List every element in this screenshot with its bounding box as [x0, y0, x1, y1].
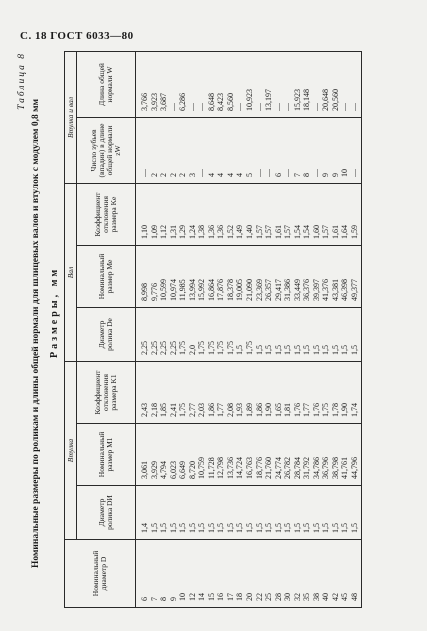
col-header-Me: Номинальный размер Me [77, 245, 136, 307]
cell-zW-5: 3 [187, 172, 197, 177]
cell-Me-9: 18,378 [225, 278, 235, 301]
cell-M1-5: 8,720 [187, 461, 197, 479]
col-header-De: Диаметр ролика De [77, 307, 136, 361]
cell-DI-18: 1,5 [311, 523, 321, 533]
cell-M1-17: 31,792 [302, 457, 312, 479]
cell-zW-11: 5 [245, 172, 255, 177]
cell-Ke-12: 1,57 [254, 224, 264, 239]
group-header-bushing: Втулка [65, 361, 77, 539]
cell-Ke-22: 1,59 [350, 224, 360, 239]
cell-Me-1: 9,776 [149, 282, 159, 301]
cell-W-8: 8,423 [216, 92, 226, 111]
page-header: С. 18 ГОСТ 6033—80 [20, 30, 134, 42]
cell-De-4: 1,75 [178, 340, 188, 355]
col-header-W: Длина общей нормали W [77, 51, 136, 117]
cell-W-2: 3,687 [159, 92, 169, 111]
cell-Ke-4: 1,29 [178, 224, 188, 239]
cell-DI-17: 1,5 [302, 523, 312, 533]
cell-Me-7: 16,864 [206, 278, 216, 301]
cell-W-21: — [340, 102, 350, 111]
cell-M1-7: 11,728 [206, 457, 216, 479]
cell-K1-15: 1,81 [283, 403, 293, 417]
cell-M1-15: 26,782 [283, 457, 293, 479]
cell-D-18: 38 [311, 593, 321, 601]
cell-De-19: 1,5 [321, 344, 331, 355]
cell-W-12: — [254, 102, 264, 111]
cell-zW-9: 4 [225, 172, 235, 177]
cell-W-14: — [273, 102, 283, 111]
cell-D-3: 9 [168, 597, 178, 601]
cell-K1-11: 1,89 [245, 403, 255, 417]
cell-De-17: 1,5 [302, 344, 312, 355]
cell-zW-20: 9 [330, 172, 340, 177]
cell-M1-6: 10,759 [197, 457, 207, 479]
cell-D-9: 17 [225, 593, 235, 601]
cell-Me-21: 46,398 [340, 278, 350, 301]
cell-DI-12: 1,5 [254, 523, 264, 533]
cell-D-6: 14 [197, 593, 207, 601]
cell-Me-17: 36,376 [302, 278, 312, 301]
cell-Ke-16: 1,54 [292, 224, 302, 239]
cell-K1-3: 2,41 [168, 403, 178, 417]
cell-W-17: 18,148 [302, 88, 312, 111]
cell-zW-21: 10 [340, 168, 350, 177]
column-values-Ke [136, 183, 362, 245]
table-caption: Номинальные размеры по роликам и длины общей нормали для шлицевых валов и втулок с модулем 0,8 мм [31, 98, 41, 568]
cell-Ke-6: 1,38 [197, 224, 207, 239]
cell-Me-11: 21,090 [245, 278, 255, 301]
cell-DI-7: 1,5 [206, 523, 216, 533]
cell-zW-1: 2 [149, 172, 159, 177]
cell-Ke-14: 1,61 [273, 224, 283, 239]
cell-K1-16: 1,76 [292, 403, 302, 417]
cell-M1-21: 41,761 [340, 457, 350, 479]
column-values-W [136, 51, 362, 117]
cell-W-22: — [350, 102, 360, 111]
cell-De-13: 1,5 [264, 344, 274, 355]
cell-zW-10: 4 [235, 172, 245, 177]
group-header-shaft-bushing: Втулка и вал [65, 51, 77, 183]
cell-M1-1: 3,929 [149, 461, 159, 479]
rotated-table-area [18, 48, 410, 608]
cell-D-0: 6 [140, 597, 149, 601]
group-header-shaft: Вал [65, 183, 77, 361]
cell-De-15: 1,5 [283, 344, 293, 355]
col-header-D: Номинальный диаметр D [65, 540, 136, 608]
cell-W-10: — [235, 102, 245, 111]
cell-Ke-11: 1,40 [245, 224, 255, 239]
cell-zW-13: — [264, 168, 274, 177]
cell-DI-21: 1,5 [340, 523, 350, 533]
cell-D-19: 40 [321, 593, 331, 601]
cell-Ke-9: 1,52 [225, 224, 235, 239]
cell-M1-11: 16,763 [245, 457, 255, 479]
cell-DI-14: 1,5 [273, 523, 283, 533]
cell-D-13: 25 [264, 593, 274, 601]
cell-K1-8: 1,77 [216, 403, 226, 417]
cell-W-6: — [197, 102, 207, 111]
col-header-DI: Диаметр ролика DИ [77, 486, 136, 540]
cell-W-18: — [311, 102, 321, 111]
cell-K1-13: 1,90 [264, 403, 274, 417]
cell-DI-19: 1,5 [321, 523, 331, 533]
cell-De-9: 1,75 [225, 340, 235, 355]
cell-Ke-2: 1,12 [159, 224, 169, 239]
column-values-Me [136, 245, 362, 307]
cell-zW-3: 2 [168, 172, 178, 177]
cell-DI-2: 1,5 [159, 523, 169, 533]
cell-D-4: 10 [178, 593, 188, 601]
cell-K1-7: 1,86 [206, 403, 216, 417]
cell-De-22: 1,5 [350, 344, 360, 355]
cell-De-6: 1,75 [197, 340, 207, 355]
cell-Me-4: 11,985 [178, 279, 188, 301]
cell-D-10: 18 [235, 593, 245, 601]
cell-Me-22: 49,377 [350, 278, 360, 301]
cell-D-17: 35 [302, 593, 312, 601]
cell-zW-8: 4 [216, 172, 226, 177]
cell-D-11: 20 [245, 593, 255, 601]
cell-DI-9: 1,5 [225, 523, 235, 533]
cell-D-16: 32 [292, 593, 302, 601]
cell-DI-13: 1,5 [264, 523, 274, 533]
cell-zW-15: — [283, 168, 293, 177]
cell-Ke-13: 1,57 [264, 224, 274, 239]
cell-De-18: 1,5 [311, 344, 321, 355]
cell-De-3: 2,25 [168, 340, 178, 355]
cell-De-10: 1,5 [235, 344, 245, 355]
cell-zW-16: 7 [292, 172, 302, 177]
cell-D-2: 8 [159, 597, 169, 601]
cell-D-12: 22 [254, 593, 264, 601]
cell-zW-18: — [311, 168, 321, 177]
cell-K1-20: 1,78 [330, 403, 340, 417]
cell-DI-11: 1,5 [245, 523, 255, 533]
cell-Me-10: 19,005 [235, 278, 245, 301]
table-number: Таблица 8 [17, 52, 27, 110]
cell-Me-2: 10,599 [159, 278, 169, 301]
cell-K1-19: 1,75 [321, 403, 331, 417]
cell-D-7: 15 [206, 593, 216, 601]
col-header-Ke: Коэффициент отклонения размера Ke [77, 183, 136, 245]
cell-zW-22: — [350, 168, 360, 177]
cell-K1-14: 1,65 [273, 403, 283, 417]
cell-W-1: 3,923 [149, 92, 159, 111]
cell-W-7: 8,648 [206, 92, 216, 111]
column-values-zW [136, 117, 362, 183]
cell-De-2: 2,25 [159, 340, 169, 355]
cell-M1-4: 6,649 [178, 461, 188, 479]
cell-K1-4: 1,75 [178, 403, 188, 417]
cell-D-20: 42 [330, 593, 340, 601]
col-header-zW: Число зубьев (впадин) в длине общей нормали zW [77, 117, 136, 183]
cell-W-19: 20,648 [321, 88, 331, 111]
cell-K1-12: 1,86 [254, 403, 264, 417]
cell-Ke-7: 1,36 [206, 224, 216, 239]
cell-DI-16: 1,5 [292, 523, 302, 533]
cell-DI-3: 1,5 [168, 523, 178, 533]
column-values-M1 [136, 424, 362, 486]
cell-DI-0: 1,4 [140, 523, 149, 533]
cell-zW-14: 6 [273, 172, 283, 177]
cell-D-1: 7 [149, 597, 159, 601]
cell-W-9: 8,560 [225, 92, 235, 111]
cell-M1-13: 21,760 [264, 457, 274, 479]
cell-M1-19: 36,796 [321, 457, 331, 479]
cell-K1-17: 1,77 [302, 403, 312, 417]
cell-M1-9: 13,736 [225, 457, 235, 479]
cell-Ke-1: 1,09 [149, 224, 159, 239]
cell-W-5: — [187, 102, 197, 111]
cell-Ke-21: 1,64 [340, 224, 350, 239]
cell-W-0: 3,766 [140, 92, 149, 111]
cell-K1-21: 1,90 [340, 403, 350, 417]
cell-De-21: 1,5 [340, 344, 350, 355]
cell-M1-20: 38,798 [330, 457, 340, 479]
cell-M1-10: 14,724 [235, 457, 245, 479]
cell-zW-17: 8 [302, 172, 312, 177]
cell-Me-8: 17,876 [216, 278, 226, 301]
cell-K1-2: 1,85 [159, 403, 169, 417]
cell-M1-2: 4,794 [159, 461, 169, 479]
column-values-De [136, 307, 362, 361]
dimensions-table [64, 51, 362, 608]
cell-DI-10: 1,5 [235, 523, 245, 533]
cell-De-8: 1,75 [216, 340, 226, 355]
cell-K1-6: 2,03 [197, 403, 207, 417]
cell-De-5: 2,0 [187, 344, 197, 355]
cell-W-16: 15,923 [292, 88, 302, 111]
cell-Me-12: 23,369 [254, 278, 264, 301]
cell-De-7: 1,75 [206, 340, 216, 355]
cell-W-3: — [168, 102, 178, 111]
cell-K1-10: 1,93 [235, 403, 245, 417]
cell-K1-9: 2,08 [225, 403, 235, 417]
cell-zW-12: — [254, 168, 264, 177]
cell-D-5: 12 [187, 593, 197, 601]
cell-Me-18: 39,397 [311, 278, 321, 301]
cell-De-20: 1,5 [330, 344, 340, 355]
cell-Ke-0: 1,10 [140, 224, 149, 239]
cell-zW-2: 2 [159, 172, 169, 177]
cell-W-15: — [283, 102, 293, 111]
cell-Me-15: 31,386 [283, 278, 293, 301]
cell-De-1: 2,25 [149, 340, 159, 355]
cell-Me-6: 15,992 [197, 278, 207, 301]
cell-zW-4: 2 [178, 172, 188, 177]
cell-De-11: 1,75 [245, 340, 255, 355]
cell-Ke-19: 1,57 [321, 224, 331, 239]
cell-Ke-10: 1,49 [235, 224, 245, 239]
cell-DI-4: 1,5 [178, 523, 188, 533]
column-values-D [136, 540, 362, 608]
cell-W-20: 20,560 [330, 88, 340, 111]
cell-zW-19: 9 [321, 172, 331, 177]
cell-DI-5: 1,5 [187, 523, 197, 533]
cell-Ke-5: 1,24 [187, 224, 197, 239]
cell-D-8: 16 [216, 593, 226, 601]
cell-DI-20: 1,5 [330, 523, 340, 533]
cell-Me-13: 26,357 [264, 278, 274, 301]
col-header-K1: Коэффициент отклонения размера K1 [77, 361, 136, 423]
cell-DI-6: 1,5 [197, 523, 207, 533]
cell-Me-14: 29,417 [273, 278, 283, 301]
cell-M1-18: 34,786 [311, 457, 321, 479]
cell-W-11: 10,923 [245, 88, 255, 111]
cell-Me-19: 41,376 [321, 278, 331, 301]
cell-De-14: 1,5 [273, 344, 283, 355]
cell-M1-3: 6,023 [168, 461, 178, 479]
cell-Me-5: 13,994 [187, 278, 197, 301]
cell-DI-1: 1,5 [149, 523, 159, 533]
cell-De-12: 1,5 [254, 344, 264, 355]
cell-DI-8: 1,5 [216, 523, 226, 533]
cell-M1-0: 3,061 [140, 461, 149, 479]
cell-zW-7: 4 [206, 172, 216, 177]
cell-D-22: 48 [350, 593, 360, 601]
cell-D-21: 45 [340, 593, 350, 601]
cell-Me-16: 33,449 [292, 278, 302, 301]
cell-K1-22: 1,74 [350, 403, 360, 417]
cell-zW-6: — [197, 168, 207, 177]
cell-K1-1: 2,18 [149, 403, 159, 417]
cell-D-14: 28 [273, 593, 283, 601]
cell-Ke-20: 1,61 [330, 224, 340, 239]
cell-Ke-15: 1,57 [283, 224, 293, 239]
cell-zW-0: — [140, 168, 149, 177]
cell-Ke-8: 1,36 [216, 224, 226, 239]
cell-Me-20: 43,381 [330, 278, 340, 301]
cell-D-15: 30 [283, 593, 293, 601]
cell-Ke-18: 1,60 [311, 224, 321, 239]
col-header-M1: Номинальный размер M1 [77, 424, 136, 486]
cell-M1-12: 18,776 [254, 457, 264, 479]
cell-De-0: 2,25 [140, 340, 149, 355]
column-values-DI [136, 486, 362, 540]
cell-M1-22: 44,796 [350, 457, 360, 479]
cell-W-4: 6,286 [178, 92, 188, 111]
cell-Ke-17: 1,54 [302, 224, 312, 239]
dimensions-label: Размеры, мм [49, 266, 60, 358]
cell-M1-16: 28,784 [292, 457, 302, 479]
cell-K1-5: 2,77 [187, 403, 197, 417]
cell-W-13: 13,197 [264, 88, 274, 111]
cell-M1-14: 24,774 [273, 457, 283, 479]
cell-Ke-3: 1,31 [168, 224, 178, 239]
cell-Me-0: 8,998 [140, 282, 149, 301]
cell-DI-22: 1,5 [350, 523, 360, 533]
cell-Me-3: 10,974 [168, 278, 178, 301]
cell-K1-18: 1,76 [311, 403, 321, 417]
cell-De-16: 1,5 [292, 344, 302, 355]
cell-M1-8: 12,798 [216, 457, 226, 479]
cell-DI-15: 1,5 [283, 523, 293, 533]
cell-K1-0: 2,43 [140, 403, 149, 417]
column-values-K1 [136, 361, 362, 423]
